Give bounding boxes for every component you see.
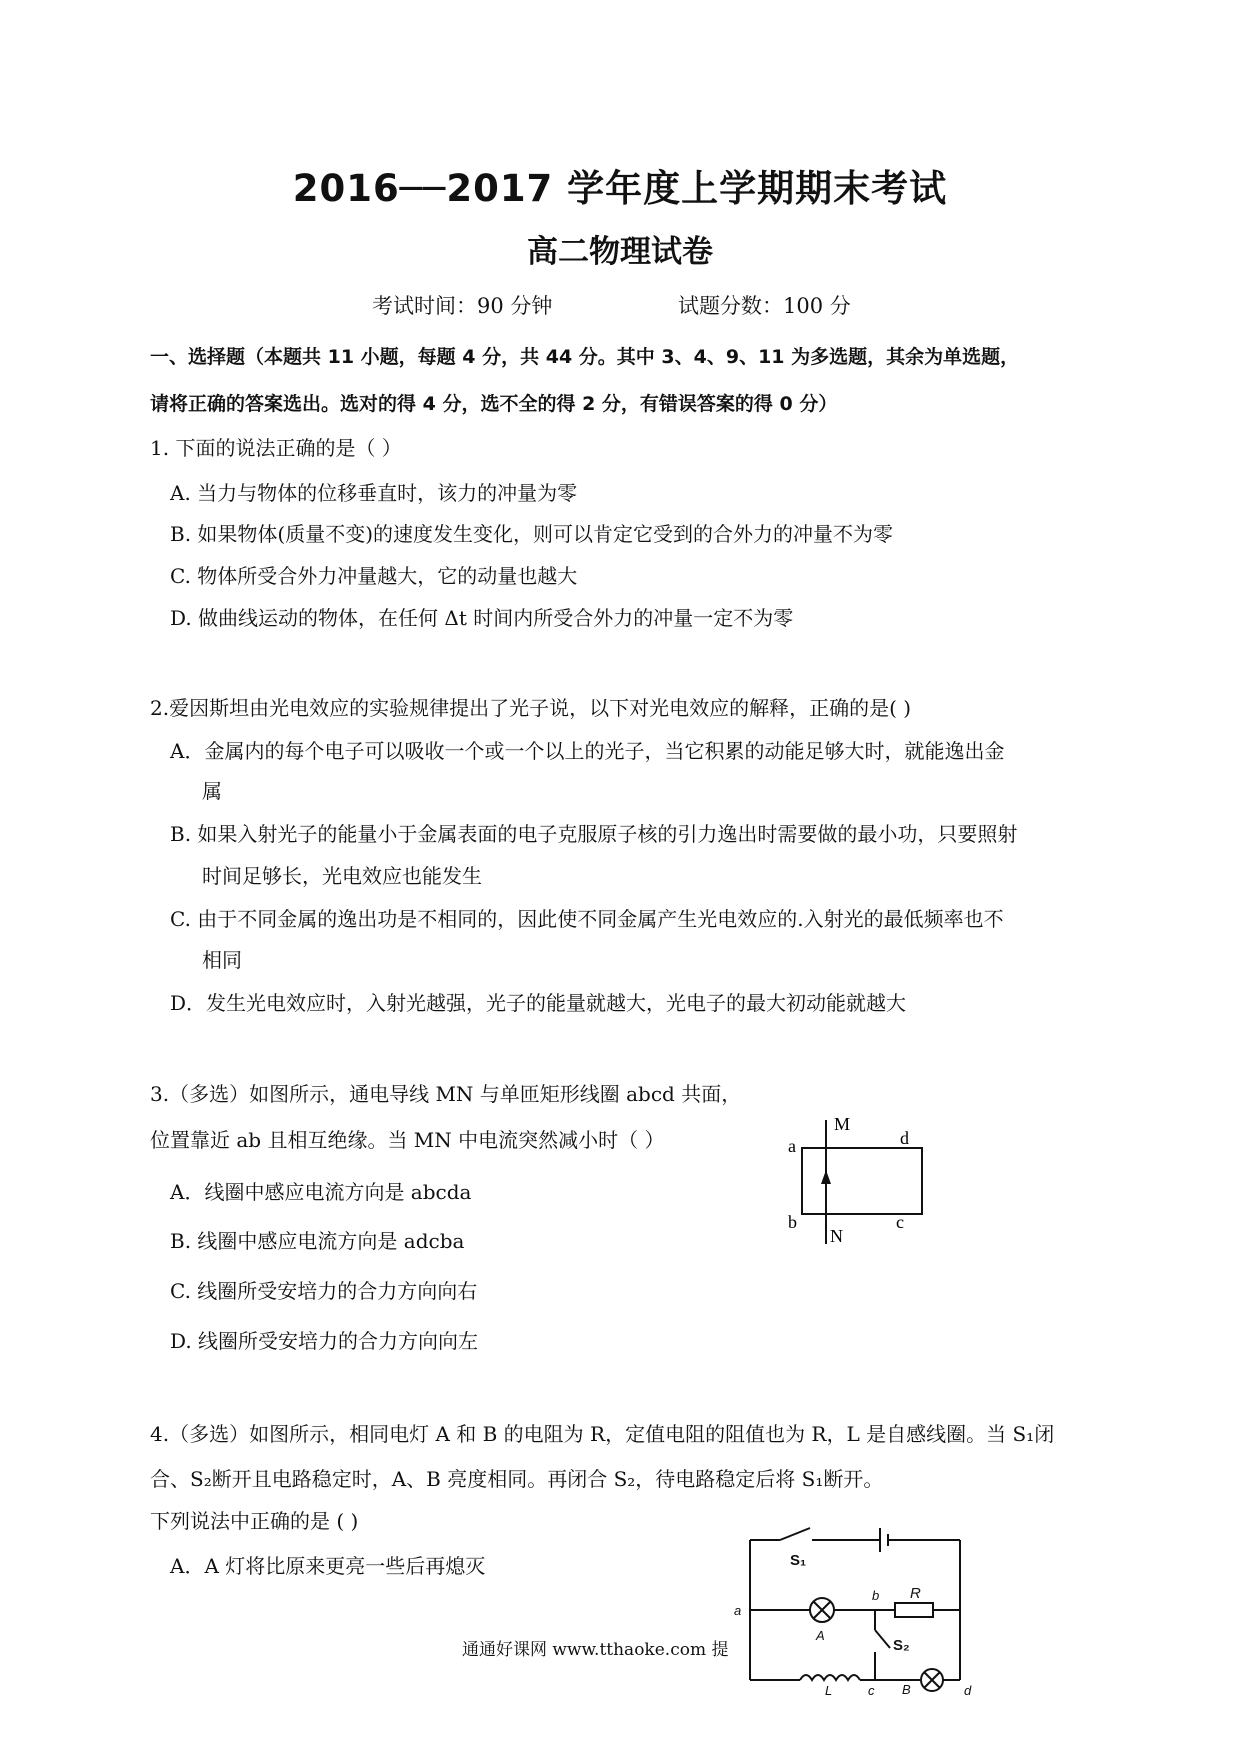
coil-rectangle: [802, 1148, 922, 1214]
label-m: M: [834, 1114, 851, 1134]
q4-stem-line2: 合、S₂断开且电路稳定时，A、B 亮度相同。再闭合 S₂，待电路稳定后将 S₁断开。: [150, 1467, 884, 1491]
label-lamp-a: A: [816, 1628, 825, 1643]
page-footer-watermark: 通通好课网 www.tthaoke.com 提: [462, 1640, 729, 1660]
resistor-r: [895, 1603, 933, 1617]
label-node-a: a: [734, 1603, 742, 1618]
exam-subtitle: 高二物理试卷: [527, 234, 713, 270]
q1-option-c: C. 物体所受合外力冲量越大，它的动量也越大: [170, 564, 578, 588]
q2-option-c-line1: C. 由于不同金属的逸出功是不相同的，因此使不同金属产生光电效应的.入射光的最低频率也不: [170, 907, 1004, 931]
label-s1: S₁: [790, 1552, 807, 1569]
section-instructions-line2: 请将正确的答案选出。选对的得 4 分，选不全的得 2 分，有错误答案的得 0 分）: [150, 393, 838, 415]
q2-option-b-line2: 时间足够长，光电效应也能发生: [202, 864, 482, 888]
q2-option-a-line2: 属: [202, 779, 222, 803]
label-node-d: d: [964, 1683, 972, 1695]
q3-stem-line1: 3.（多选）如图所示，通电导线 MN 与单匝矩形线圈 abcd 共面，: [150, 1082, 742, 1106]
label-d: d: [900, 1128, 909, 1148]
exam-title: 2016──2017 学年度上学期期末考试: [292, 167, 948, 210]
label-lamp-b: B: [902, 1682, 911, 1695]
label-s2: S₂: [893, 1637, 910, 1654]
q3-stem-line2: 位置靠近 ab 且相互绝缘。当 MN 中电流突然减小时（ ）: [150, 1128, 665, 1152]
q4-circuit-diagram: [730, 1520, 980, 1695]
label-l: L: [825, 1683, 833, 1695]
q2-stem: 2.爱因斯坦由光电效应的实验规律提出了光子说，以下对光电效应的解释，正确的是( ): [150, 696, 912, 720]
label-c: c: [896, 1212, 904, 1232]
exam-time: 考试时间：90 分钟: [372, 294, 553, 318]
q4-stem-line1: 4.（多选）如图所示，相同电灯 A 和 B 的电阻为 R，定值电阻的阻值也为 R，L 是自感线圈。当 S₁闭: [150, 1422, 1055, 1446]
q3-option-a: A．线圈中感应电流方向是 abcda: [170, 1180, 472, 1204]
label-b: b: [788, 1212, 797, 1232]
switch-s1: [780, 1528, 810, 1540]
q1-option-a: A. 当力与物体的位移垂直时，该力的冲量为零: [170, 481, 578, 505]
q1-option-b: B. 如果物体(质量不变)的速度发生变化，则可以肯定它受到的合外力的冲量不为零: [170, 522, 894, 546]
current-arrow-icon: [821, 1170, 831, 1184]
q2-option-b-line1: B. 如果入射光子的能量小于金属表面的电子克服原子核的引力逸出时需要做的最小功，只要照射: [170, 822, 1018, 846]
q3-coil-diagram: [780, 1110, 940, 1250]
label-node-c: c: [868, 1683, 875, 1695]
q2-option-d: D．发生光电效应时，入射光越强，光子的能量就越大，光电子的最大初动能就越大: [170, 991, 907, 1015]
inductor-l: [800, 1675, 860, 1680]
label-a: a: [788, 1136, 796, 1156]
switch-s2: [875, 1630, 890, 1648]
q2-option-a-line1: A．金属内的每个电子可以吸收一个或一个以上的光子，当它积累的动能足够大时，就能逸出金: [170, 739, 1005, 763]
label-node-b: b: [872, 1588, 880, 1603]
total-score: 试题分数：100 分: [678, 294, 851, 318]
q4-stem-line3: 下列说法中正确的是 ( ): [150, 1509, 359, 1533]
label-n: N: [830, 1226, 843, 1246]
section-instructions-line1: 一、选择题（本题共 11 小题，每题 4 分，共 44 分。其中 3、4、9、11 为多选题，其余为单选题，: [150, 346, 1020, 368]
q3-option-d: D. 线圈所受安培力的合力方向向左: [170, 1329, 479, 1353]
q2-option-c-line2: 相同: [202, 948, 242, 972]
q1-stem: 1. 下面的说法正确的是（ ）: [150, 436, 402, 460]
q1-option-d: D. 做曲线运动的物体，在任何 Δt 时间内所受合外力的冲量一定不为零: [170, 606, 794, 630]
q4-option-a: A．A 灯将比原来更亮一些后再熄灭: [170, 1554, 486, 1578]
q3-option-c: C. 线圈所受安培力的合力方向向右: [170, 1279, 478, 1303]
q3-option-b: B. 线圈中感应电流方向是 adcba: [170, 1229, 465, 1253]
label-r: R: [910, 1585, 921, 1602]
